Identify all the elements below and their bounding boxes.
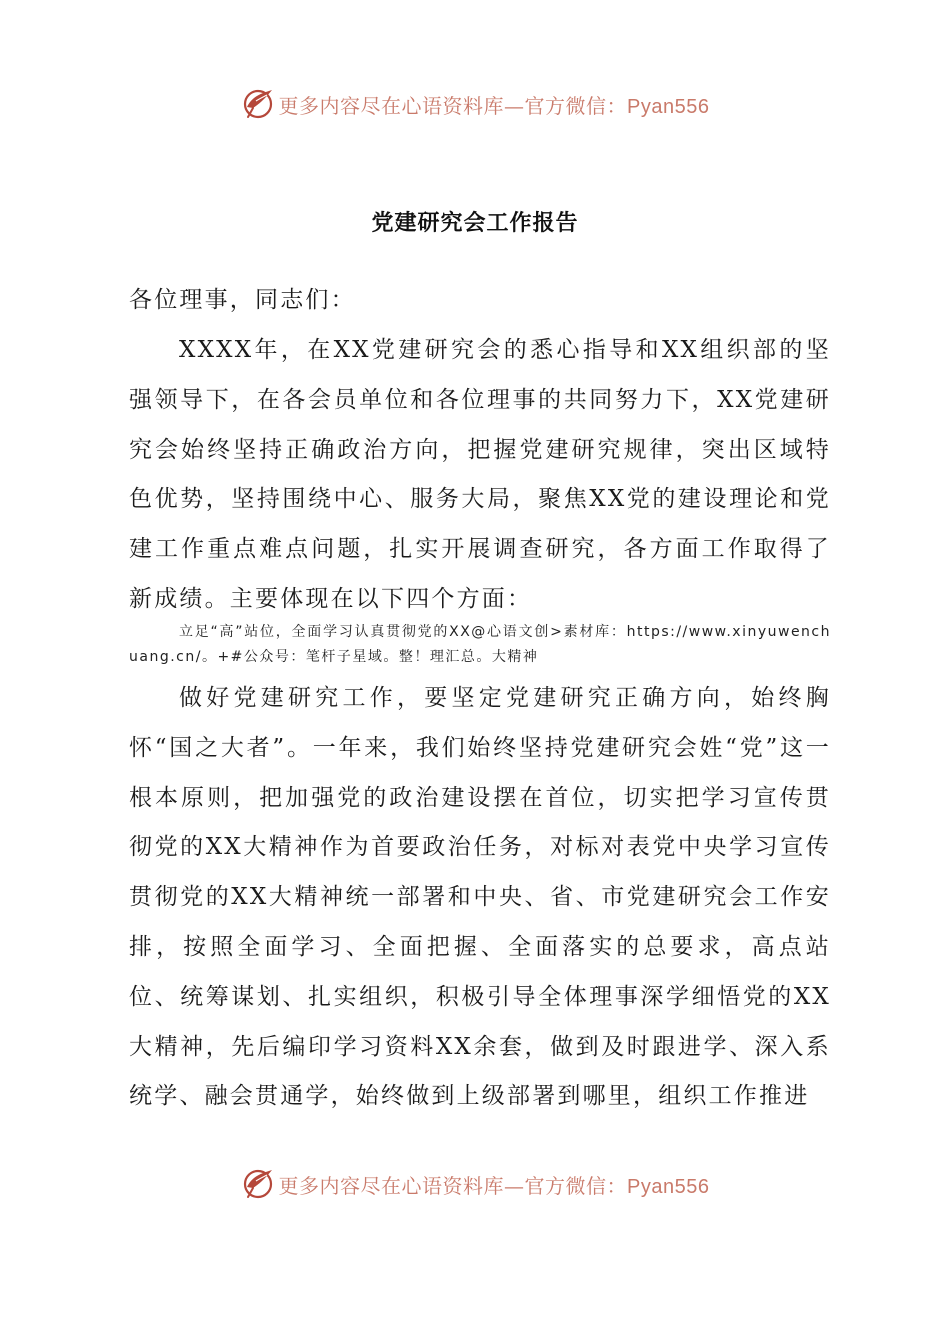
banner-text <box>279 90 710 119</box>
header-banner <box>0 84 950 124</box>
inline-note: 立足“高”站位，全面学习认真贯彻党的XX@心语文创>素材库：https://www.xinyuwenchuang.cn/。+#公众号：笔杆子星域。整！理汇总。大精神 <box>129 624 831 665</box>
greeting: 各位理事，同志们： <box>129 287 356 313</box>
quill-logo-icon <box>241 1167 275 1201</box>
document-title: 党建研究会工作报告 <box>371 211 579 236</box>
banner-label: 更多内容尽在心语资料库—官方微信： <box>278 1173 628 1198</box>
banner-wechat-id: Pyan556 <box>627 95 710 118</box>
footer-banner <box>0 1164 950 1204</box>
paragraph-body: 做好党建研究工作，要坚定党建研究正确方向，始终胸怀“国之大者”。一年来，我们始终坚持党建研究会姓“党”这一根本原则，把加强党的政治建设摆在首位，切实把学习宣传贯彻党的XX大精神作为首要政治任务，对标对表党中央学习宣传贯彻党的XX大精神统一部署和中央、省、市党建研究会工作安排，按照全面学习、全面把握、全面落实的总要求，高点站位、统筹谋划、扎实组织，积极引导全体理事深学细悟党的XX大精神，先后编印学习资料XX余套，做到及时跟进学、深入系统学、融会贯通学，始终做到上级部署到哪里，组织工作推进 <box>129 685 831 1110</box>
banner-text <box>279 1170 710 1199</box>
banner-label: 更多内容尽在心语资料库—官方微信： <box>278 93 628 118</box>
paragraph-intro: XXXX年，在XX党建研究会的悉心指导和XX组织部的坚强领导下，在各会员单位和各位理事的共同努力下，XX党建研究会始终坚持正确政治方向，把握党建研究规律，突出区域特色优势，坚持围绕中心、服务大局，聚焦XX党的建设理论和党建工作重点难点问题，扎实开展调查研究，各方面工作取得了新成绩。主要体现在以下四个方面： <box>129 337 831 612</box>
banner-wechat-id: Pyan556 <box>627 1175 710 1198</box>
quill-logo-icon <box>241 87 275 121</box>
